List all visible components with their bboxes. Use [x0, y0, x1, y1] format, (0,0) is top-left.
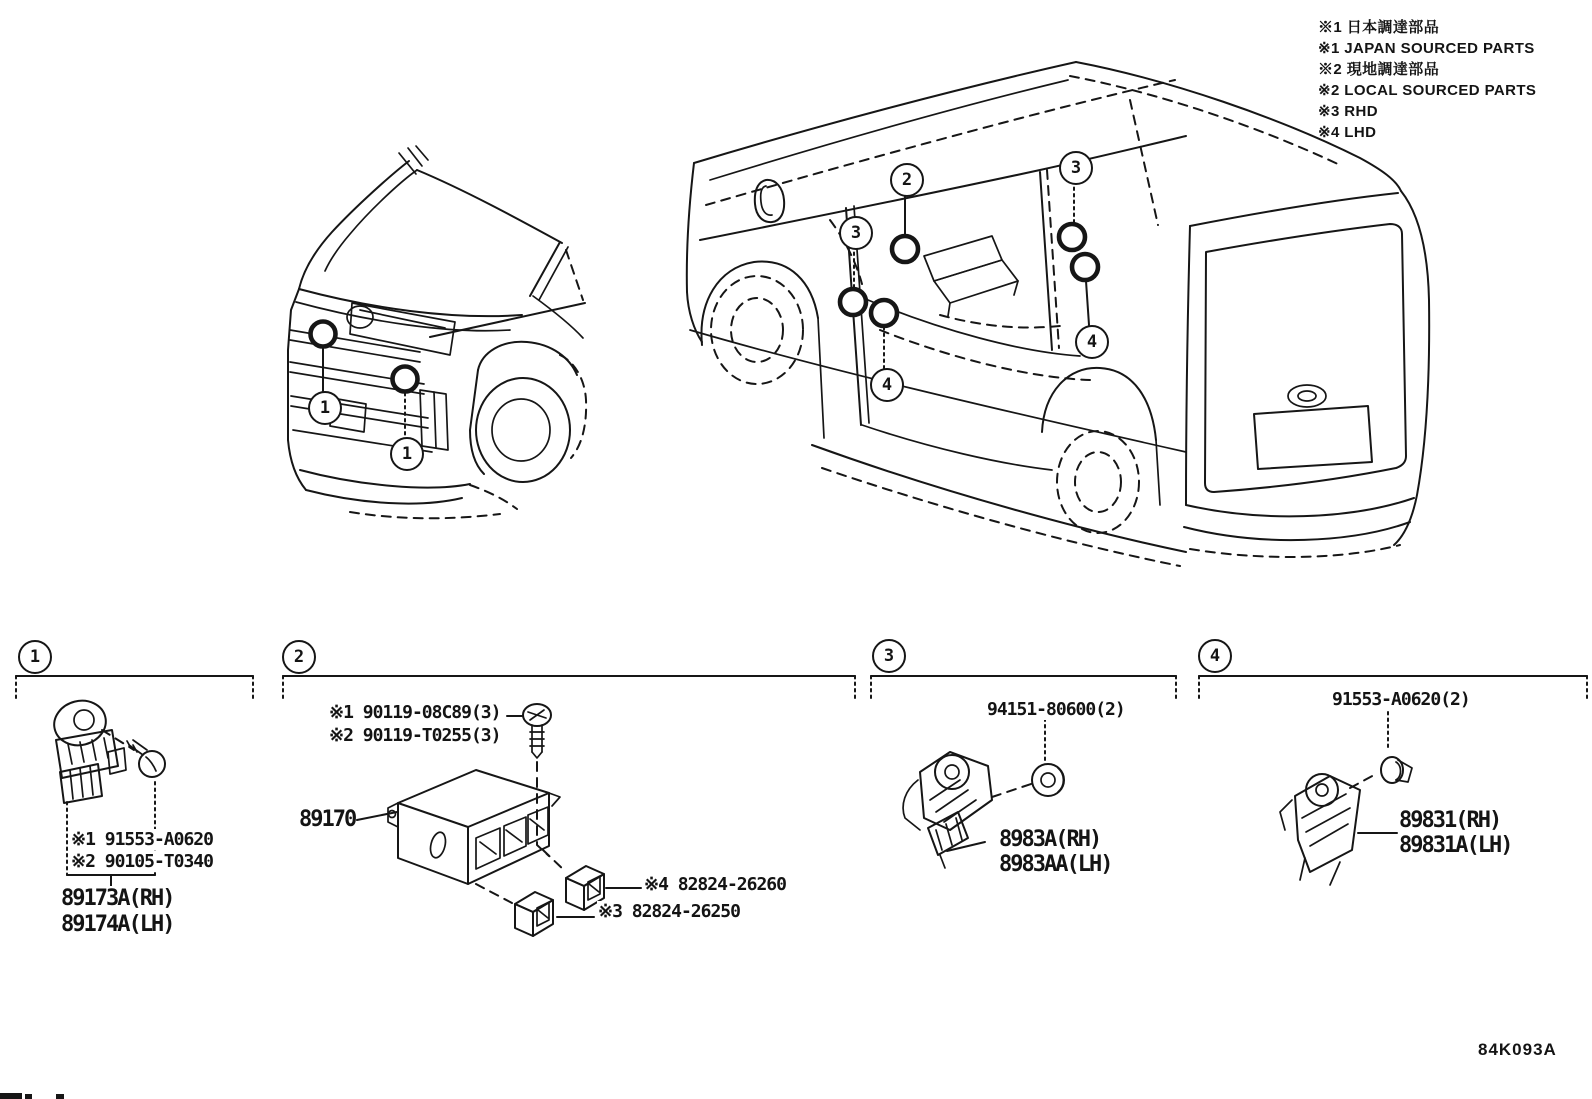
callout-4-bpillar: 4 [870, 368, 904, 402]
sensor-location-front-lh [311, 322, 336, 347]
group-4-fastener-label: 91553-A0620(2) [1332, 689, 1470, 710]
group-2-connector-label-2: ※3 82824-26250 [598, 901, 740, 922]
group-2-fastener-label-1: ※1 90119-08C89(3) [329, 702, 501, 723]
sensor-location-floor [892, 236, 918, 262]
sensor-location-bpillar-lower [871, 300, 897, 326]
diagram-code: 84K093A [1478, 1040, 1557, 1059]
group-4-leaders [1358, 712, 1397, 833]
legend-line-local-en: ※2 LOCAL SOURCED PARTS [1318, 82, 1537, 99]
bolt-drawing-group1 [102, 730, 165, 777]
callout-1-front-right: 1 [390, 437, 424, 471]
group-1-part-number-lh: 89174A(LH) [61, 912, 174, 937]
callout-leader-lines [323, 181, 1089, 437]
group-3-callout: 3 [872, 639, 906, 673]
group-2-unit-part-number: 89170 [299, 807, 356, 832]
sensor-location-quarter-lower [1072, 254, 1098, 280]
callout-3-bpillar: 3 [839, 216, 873, 250]
group-1-fastener-label-2: ※2 90105-T0340 [71, 851, 213, 872]
nut-drawing-group3 [992, 764, 1064, 797]
callout-2-floor: 2 [890, 163, 924, 197]
rear-sensor-drawing [1280, 774, 1360, 885]
group-1-fastener-label-1: ※1 91553-A0620 [71, 829, 213, 850]
group-4-part-number-rh: 89831(RH) [1399, 808, 1501, 833]
sensor-location-bpillar-upper [840, 289, 866, 315]
page-edge-marks [0, 1093, 64, 1099]
legend-line-japan-en: ※1 JAPAN SOURCED PARTS [1318, 40, 1535, 57]
sensor-location-quarter-upper [1059, 224, 1085, 250]
group-2-leaders [357, 716, 641, 917]
clip-drawing-group4 [1350, 757, 1412, 788]
front-sensor-drawing [49, 695, 126, 803]
legend-line-rhd: ※3 RHD [1318, 103, 1378, 120]
group-4-part-number-lh: 89831A(LH) [1399, 833, 1512, 858]
group-3-part-number-rh: 8983A(RH) [999, 827, 1101, 852]
legend-line-lhd: ※4 LHD [1318, 124, 1377, 141]
legend [1318, 17, 1536, 143]
group-2-callout: 2 [282, 640, 316, 674]
group-1-part-number-rh: 89173A(RH) [61, 886, 174, 911]
sensor-location-front-rh [393, 367, 418, 392]
airbag-ecu-drawing [388, 770, 560, 884]
legend-line-japan-jp: ※1 日本調達部品 [1318, 19, 1440, 36]
group-2-fastener-label-2: ※2 90119-T0255(3) [329, 725, 501, 746]
legend-line-local-jp: ※2 現地調達部品 [1318, 61, 1440, 78]
group-3-fastener-label: 94151-80600(2) [987, 699, 1125, 720]
group-3-part-number-lh: 8983AA(LH) [999, 852, 1112, 877]
group-1-callout: 1 [18, 640, 52, 674]
callout-4-quarter: 4 [1075, 325, 1109, 359]
screw-drawing-group2 [523, 704, 551, 758]
group-2-connector-label-1: ※4 82824-26260 [644, 874, 786, 895]
callout-1-front-left: 1 [308, 391, 342, 425]
connector-drawings-group2 [515, 866, 604, 936]
callout-3-quarter: 3 [1059, 151, 1093, 185]
group-4-callout: 4 [1198, 639, 1232, 673]
